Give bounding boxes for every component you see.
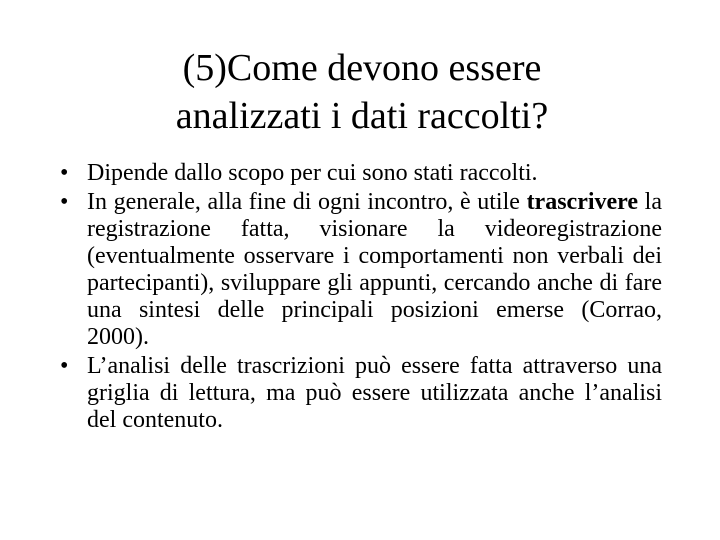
bullet-text-2-before: In generale, alla fine di ogni incontro, è utile (87, 189, 527, 215)
bullet-item-1 (60, 160, 662, 187)
bullet-icon: • (60, 160, 69, 186)
slide-title-line-2: analizzati i dati raccolti? (175, 95, 549, 137)
bullet-item-2 (60, 189, 662, 351)
bullet-text-3: L’analisi delle trascrizioni può essere fatta attraverso una griglia di lettura, ma può essere utilizzata anche l’analisi del contenuto. (87, 353, 662, 433)
bullet-text-2-bold: trascrivere (526, 189, 639, 215)
bullet-text-2-after: la registrazione fatta, visionare la videoregistrazione (eventualmente osservare i comportamenti non verbali dei partecipanti), sviluppare gli appunti, cercando anche di fare una sintesi delle principali posizioni emerse (Corrao, 2000). (87, 189, 663, 350)
bullet-list (60, 160, 662, 436)
bullet-icon: • (60, 353, 69, 379)
slide-title (72, 44, 652, 140)
bullet-item-3 (60, 353, 662, 434)
bullet-icon: • (60, 189, 69, 215)
bullet-text-1: Dipende dallo scopo per cui sono stati raccolti. (87, 160, 538, 186)
slide-title-line-1: (5)Come devono essere (182, 47, 542, 89)
